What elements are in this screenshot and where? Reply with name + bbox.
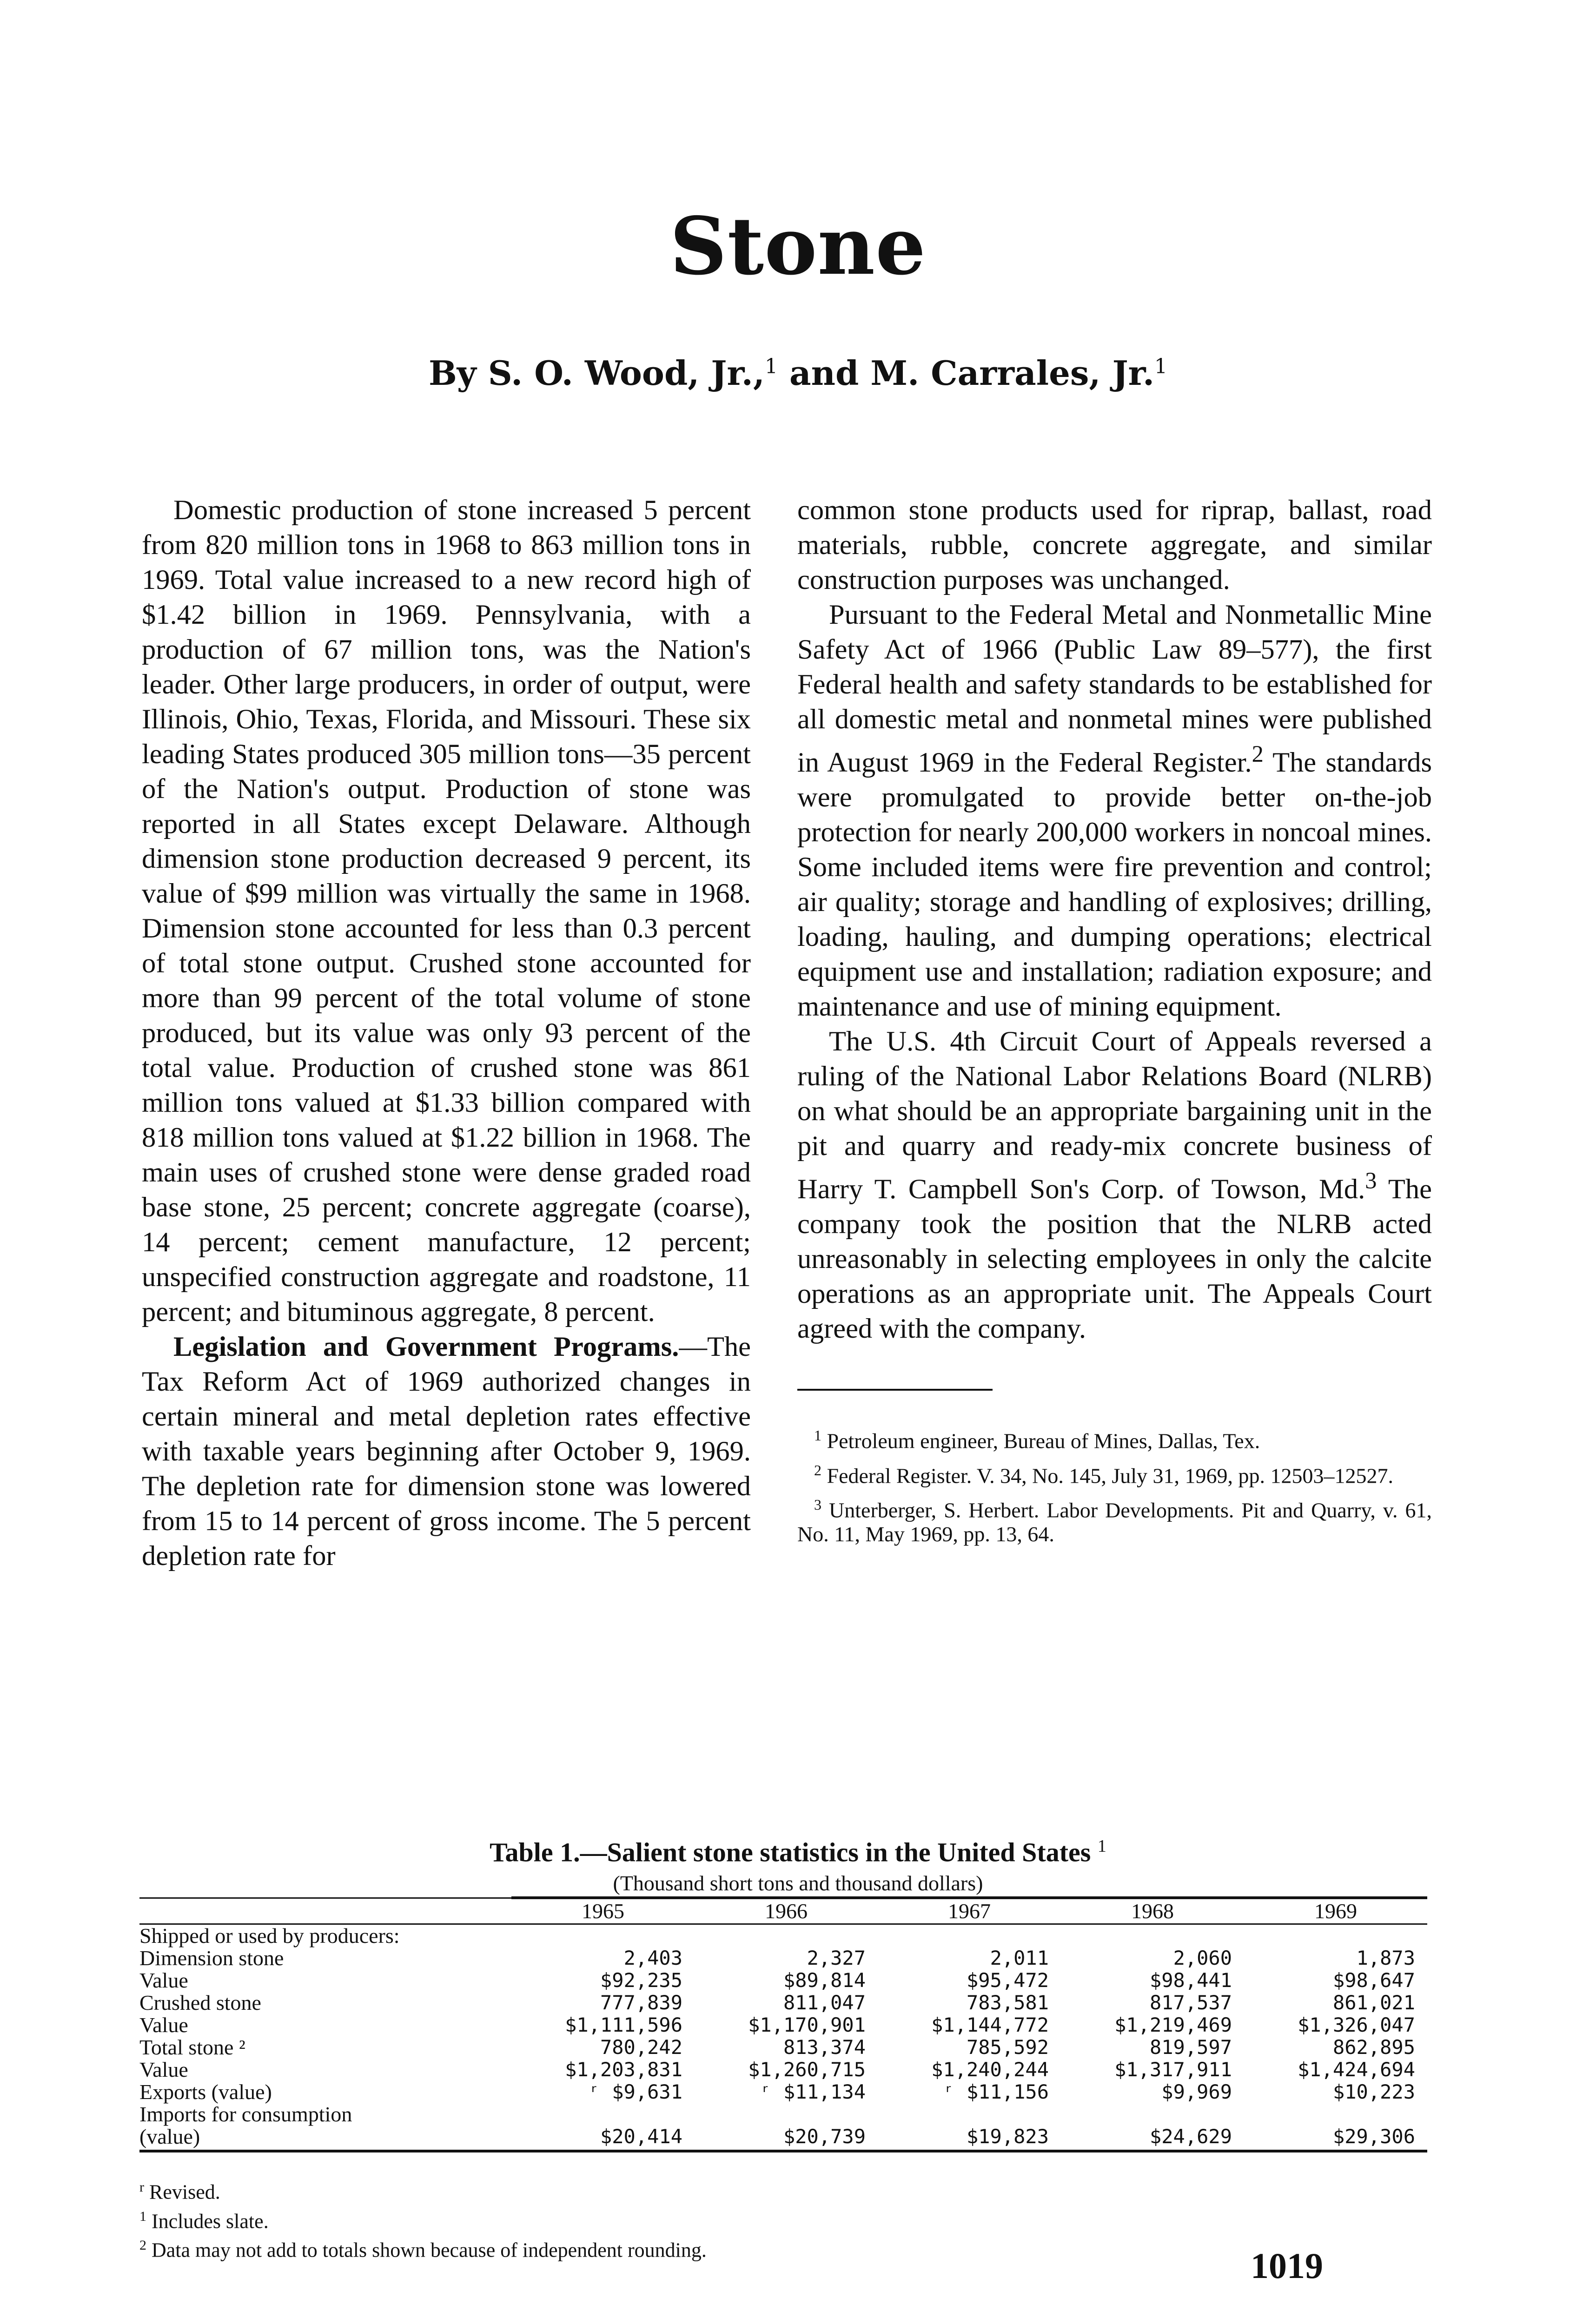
table-cell: $1,144,772: [931, 2014, 1049, 2036]
paragraph: [142, 1329, 751, 1573]
footnote-text: Petroleum engineer, Bureau of Mines, Dallas, Tex.: [821, 1429, 1260, 1453]
footnote-mark: 1: [1097, 1836, 1106, 1856]
table-cell: $95,472: [966, 1969, 1049, 1992]
table-cell: $92,235: [600, 1969, 682, 1992]
table-cell: 819,597: [1149, 2036, 1232, 2059]
footnote-text: Unterberger, S. Herbert. Labor Developments. Pit and Quarry, v. 61, No. 11, May 1969, pp. 13, 64.: [797, 1498, 1432, 1546]
footnote: [797, 1492, 1432, 1546]
table-cell: $20,739: [695, 2126, 878, 2151]
table-row: [139, 2014, 1427, 2036]
footnote-divider: [797, 1389, 993, 1391]
page-title: Stone: [669, 200, 927, 293]
table-cell: 777,839: [600, 1991, 682, 2014]
table-row: [139, 1924, 1427, 1948]
table-note-text: Includes slate.: [146, 2210, 269, 2233]
table-cell: $10,223: [1332, 2080, 1415, 2103]
table-cell: [878, 1924, 1061, 1948]
table-cell: [1244, 2103, 1427, 2126]
table-cell: ʳ $9,631: [588, 2080, 682, 2103]
left-column: [142, 493, 751, 1573]
table-notes: [139, 2175, 707, 2263]
table-row: [139, 2103, 1427, 2126]
footnote-mark: 1: [139, 2208, 146, 2224]
paragraph-text: The U.S. 4th Circuit Court of Appeals reversed a ruling of the National Labor Relations Board (NLRB) on what should be an appropriate bargaining unit in the pit and quarry and ready-mix concrete business of Harry T. Campbell Son's Corp. of Towson, Md.: [797, 1026, 1432, 1205]
table-cell: $1,203,831: [565, 2058, 682, 2081]
paragraph: Domestic production of stone increased 5 percent from 820 million tons in 1968 to 863 million tons in 1969. Total value increased to a new record high of $1.42 billion in 1969. Pennsylvania, with a production of 67 million tons, was the Nation's leader. Other large producers, in order of output, were Illinois, Ohio, Texas, Florida, and Missouri. These six leading States produced 305 million tons—35 percent of the Nation's output. Production of stone was reported in all States except Delaware. Although dimension stone production decreased 9 percent, its value of $99 million was virtually the same in 1968. Dimension stone accounted for less than 0.3 percent of total stone output. Crushed stone accounted for more than 99 percent of the total volume of stone produced, but its value was only 93 percent of the total value. Production of crushed stone was 861 million tons valued at $1.33 billion compared with 818 million tons valued at $1.22 billion in 1968. The main uses of crushed stone were dense graded road base stone, 25 percent; concrete aggregate (coarse), 14 percent; cement manufacture, 12 percent; unspecified construction aggregate and roadstone, 11 percent; and bituminous aggregate, 8 percent.: [142, 495, 751, 1327]
footnote-mark: 2: [139, 2238, 146, 2253]
footnotes: [797, 1423, 1432, 1546]
table-cell: [878, 2103, 1061, 2126]
salient-statistics-table: [139, 1896, 1427, 2152]
table-cell: [1061, 2103, 1244, 2126]
table-cell: [511, 1924, 695, 1948]
footnote-text: Federal Register. V. 34, No. 145, July 31, 1969, pp. 12503–12527.: [821, 1463, 1394, 1487]
row-label: (value): [139, 2126, 511, 2151]
table-cell: $1,111,596: [565, 2014, 682, 2036]
table-cell: $1,170,901: [748, 2014, 866, 2036]
table-cell: $1,260,715: [748, 2058, 866, 2081]
table-cell: [511, 2103, 695, 2126]
table-cell: [1061, 1924, 1244, 1948]
table-row: [139, 2081, 1427, 2103]
right-column: [797, 493, 1432, 1551]
table-cell: 785,592: [966, 2036, 1049, 2059]
header-cell: 1969: [1244, 1898, 1427, 1924]
paragraph-text: —The Tax Reform Act of 1969 authorized changes in certain mineral and metal depletion rates effective with taxable years beginning after October 9, 1969. The depletion rate for dimension stone was lowered from 15 to 14 percent of gross income. The 5 percent depletion rate for: [142, 1331, 751, 1571]
table-cell: $1,326,047: [1298, 2014, 1415, 2036]
row-label: Dimension stone: [139, 1946, 284, 1970]
header-cell: 1965: [511, 1898, 695, 1924]
footnote: [797, 1458, 1432, 1488]
table-cell: ʳ $11,156: [943, 2080, 1049, 2103]
byline-author-1: By S. O. Wood, Jr.,: [428, 353, 765, 393]
table-cell: $1,219,469: [1114, 2014, 1232, 2036]
table-cell: $89,814: [783, 1969, 866, 1992]
table-row: [139, 1969, 1427, 1992]
table-cell: 1,873: [1356, 1947, 1415, 1969]
table-cell: [695, 2103, 878, 2126]
row-label: Total stone ²: [139, 2035, 245, 2059]
table-cell: $19,823: [878, 2126, 1061, 2151]
table-cell: 861,021: [1332, 1991, 1415, 2014]
byline: [0, 353, 1596, 393]
table-row: [139, 1947, 1427, 1969]
table-cell: $1,240,244: [931, 2058, 1049, 2081]
table-cell: 811,047: [783, 1991, 866, 2014]
header-cell: 1966: [695, 1898, 878, 1924]
header-cell: 1968: [1061, 1898, 1244, 1924]
table-cell: 2,011: [990, 1947, 1049, 1969]
table-note: [139, 2175, 707, 2205]
table-note: [139, 2205, 707, 2234]
table-cell: $24,629: [1061, 2126, 1244, 2151]
table-header-row: [139, 1898, 1427, 1924]
byline-author-2: and M. Carrales, Jr.: [777, 353, 1155, 393]
table-cell: 780,242: [600, 2036, 682, 2059]
table-note-text: Data may not add to totals shown because of independent rounding.: [146, 2238, 707, 2262]
table-cell: 862,895: [1332, 2036, 1415, 2059]
paragraph: [797, 1024, 1432, 1346]
footnote-mark: r: [139, 2179, 144, 2195]
row-label: Shipped or used by producers:: [139, 1924, 400, 1948]
table-cell: 2,327: [807, 1947, 866, 1969]
paragraph-text: The standards were promulgated to provide better on-the-job protection for nearly 200,000 workers in noncoal mines. Some included items were fire prevention and control; air quality; storage and handling of explosives; drilling, loading, hauling, and dumping operations; electrical equipment use and installation; radiation exposure; and maintenance and use of mining equipment.: [797, 747, 1432, 1023]
table-cell: $1,317,911: [1114, 2058, 1232, 2081]
byline-footnote-mark: 1: [1154, 355, 1168, 378]
table-note: [139, 2233, 707, 2263]
table-cell: $98,647: [1332, 1969, 1415, 1992]
table-cell: [695, 1924, 878, 1948]
table-cell: 783,581: [966, 1991, 1049, 2014]
footnote-mark: 2: [1252, 741, 1264, 767]
footnote-mark: 3: [1365, 1168, 1377, 1194]
row-label: Value: [139, 2058, 188, 2081]
row-label: Crushed stone: [139, 1991, 261, 2014]
table-cell: $9,969: [1161, 2080, 1232, 2103]
paragraph: [797, 597, 1432, 1024]
row-label: Imports for consumption: [139, 2102, 352, 2126]
row-label: Exports (value): [139, 2080, 272, 2104]
table-cell: $1,424,694: [1298, 2058, 1415, 2081]
row-label: Value: [139, 1968, 188, 1992]
table-title: [0, 1836, 1596, 1868]
header-cell: [139, 1898, 511, 1924]
footnote-mark: 2: [814, 1461, 821, 1479]
page-number: 1019: [1251, 2245, 1323, 2286]
table-cell: $98,441: [1149, 1969, 1232, 1992]
table-cell: [1244, 1924, 1427, 1948]
paragraph-text: The company took the position that the NLRB acted unreasonably in selecting employees in only the calcite operations as an appropriate unit. The Appeals Court agreed with the company.: [797, 1174, 1432, 1345]
table-row: [139, 2126, 1427, 2151]
table-cell: ʳ $11,134: [760, 2080, 866, 2103]
paragraph: common stone products used for riprap, ballast, road materials, rubble, concrete aggregate, and similar construction purposes was unchanged.: [797, 495, 1432, 595]
table-cell: $20,414: [511, 2126, 695, 2151]
table-cell: 2,403: [623, 1947, 682, 1969]
table-cell: $29,306: [1244, 2126, 1427, 2151]
section-heading: Legislation and Government Programs.: [173, 1331, 679, 1362]
table-row: [139, 1992, 1427, 2014]
table-row: [139, 2059, 1427, 2081]
table-note-text: Revised.: [144, 2180, 220, 2204]
table-subtitle: (Thousand short tons and thousand dollars): [613, 1871, 983, 1895]
paragraph-text: Pursuant to the Federal Metal and Nonmetallic Mine Safety Act of 1966 (Public Law 89–577), the first Federal health and safety standards to be established for all domestic metal and nonmetal mines were published in August 1969 in the Federal Register.: [797, 599, 1432, 779]
table-cell: 2,060: [1173, 1947, 1232, 1969]
table-cell: 813,374: [783, 2036, 866, 2059]
byline-footnote-mark: 1: [764, 355, 778, 378]
footnote: [797, 1423, 1432, 1453]
row-label: Value: [139, 2013, 188, 2037]
footnote-mark: 3: [814, 1496, 821, 1513]
table-cell: 817,537: [1149, 1991, 1232, 2014]
table-row: [139, 2036, 1427, 2059]
footnote-mark: 1: [814, 1427, 821, 1444]
table-title-text: Table 1.—Salient stone statistics in the United States: [490, 1837, 1091, 1868]
header-cell: 1967: [878, 1898, 1061, 1924]
